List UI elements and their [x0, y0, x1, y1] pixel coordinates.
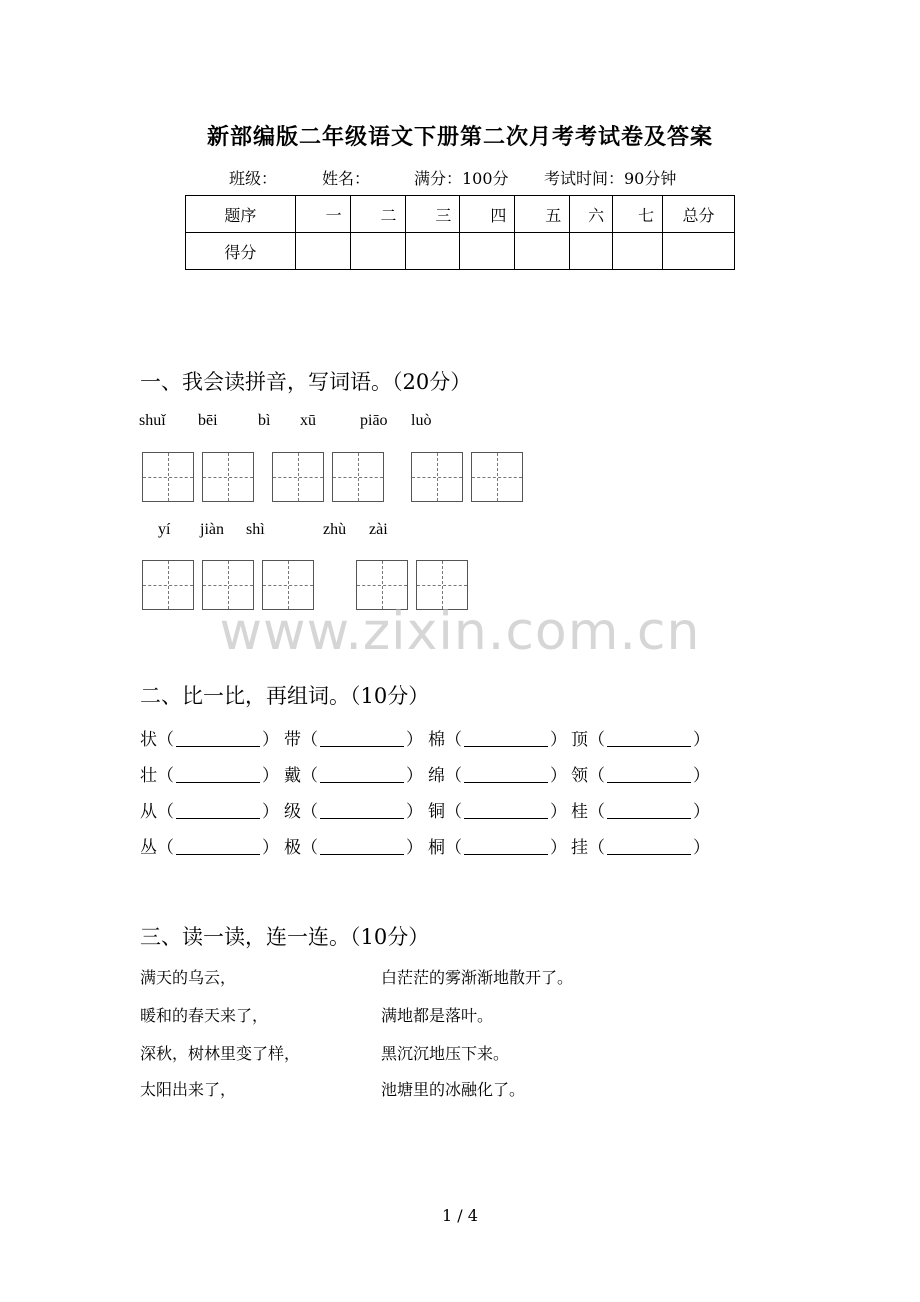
header-cell: 一 [295, 196, 350, 233]
answer-blank[interactable] [320, 838, 404, 855]
character: 戴 [284, 766, 301, 786]
character: 棉 [428, 730, 445, 750]
character: 领 [571, 766, 588, 786]
pinyin: shì [246, 521, 265, 538]
header-cell: 五 [515, 196, 570, 233]
word-pair-item: 棉（ ） [428, 730, 567, 750]
character: 从 [140, 802, 157, 822]
character: 绵 [428, 766, 445, 786]
section-2-title: 二、比一比，再组词。（10分） [140, 684, 430, 708]
writing-grid-box[interactable] [332, 452, 384, 502]
answer-blank[interactable] [464, 802, 548, 819]
header-cell: 四 [460, 196, 515, 233]
character: 极 [284, 838, 301, 858]
character: 状 [140, 730, 157, 750]
full-score: 满分：100分 [414, 169, 509, 188]
answer-blank[interactable] [607, 802, 691, 819]
character: 级 [284, 802, 301, 822]
match-right-item[interactable]: 满地都是落叶。 [381, 1006, 494, 1025]
answer-blank[interactable] [464, 838, 548, 855]
word-pair-item: 级（ ） [284, 802, 423, 822]
answer-blank[interactable] [607, 730, 691, 747]
word-pair-item: 挂（ ） [571, 838, 710, 858]
pinyin: luò [411, 412, 432, 429]
pinyin: zhù [323, 521, 347, 538]
score-cell[interactable] [515, 233, 570, 270]
page-title: 新部编版二年级语文下册第二次月考考试卷及答案 [206, 124, 713, 150]
word-pair-item: 极（ ） [284, 838, 423, 858]
word-pair-item: 领（ ） [571, 766, 710, 786]
pinyin: bì [258, 412, 271, 429]
header-cell: 总分 [663, 196, 735, 233]
match-right-item[interactable]: 池塘里的冰融化了。 [381, 1080, 526, 1099]
page-number: 1 / 4 [442, 1206, 478, 1225]
name-label: 姓名： [322, 169, 371, 188]
pinyin: piāo [360, 412, 388, 429]
character: 带 [284, 730, 301, 750]
answer-blank[interactable] [464, 730, 548, 747]
match-left-item[interactable]: 太阳出来了， [140, 1080, 237, 1099]
match-left-item[interactable]: 暖和的春天来了， [140, 1006, 269, 1025]
header-cell: 七 [613, 196, 663, 233]
answer-blank[interactable] [464, 766, 548, 783]
word-pair-item: 绵（ ） [428, 766, 567, 786]
character: 壮 [140, 766, 157, 786]
header-cell: 六 [570, 196, 613, 233]
score-cell[interactable] [570, 233, 613, 270]
answer-blank[interactable] [176, 730, 260, 747]
score-cell[interactable] [613, 233, 663, 270]
score-table [185, 195, 735, 270]
word-pair-item: 丛（ ） [140, 838, 279, 858]
word-pair-item: 桐（ ） [428, 838, 567, 858]
match-left-item[interactable]: 满天的乌云， [140, 968, 237, 987]
watermark: www.zixin.com.cn [219, 602, 701, 662]
answer-blank[interactable] [607, 838, 691, 855]
character: 桐 [428, 838, 445, 858]
answer-blank[interactable] [176, 838, 260, 855]
word-pair-item: 壮（ ） [140, 766, 279, 786]
match-right-item[interactable]: 白茫茫的雾渐渐地散开了。 [381, 968, 574, 987]
answer-blank[interactable] [607, 766, 691, 783]
pinyin: yí [158, 521, 171, 538]
section-1-title: 一、我会读拼音，写词语。（20分） [140, 370, 472, 394]
section-3-title: 三、读一读，连一连。（10分） [140, 925, 430, 949]
writing-grid-box[interactable] [202, 452, 254, 502]
word-pair-item: 戴（ ） [284, 766, 423, 786]
score-cell[interactable] [460, 233, 515, 270]
pinyin: jiàn [200, 521, 224, 538]
answer-blank[interactable] [176, 766, 260, 783]
answer-blank[interactable] [176, 802, 260, 819]
word-pair-item: 从（ ） [140, 802, 279, 822]
match-right-item[interactable]: 黑沉沉地压下来。 [381, 1044, 510, 1063]
pinyin: xū [300, 412, 316, 429]
pinyin: zài [369, 521, 388, 538]
score-cell[interactable] [350, 233, 405, 270]
answer-blank[interactable] [320, 802, 404, 819]
exam-time: 考试时间：90分钟 [544, 169, 677, 188]
answer-blank[interactable] [320, 730, 404, 747]
score-cell[interactable] [663, 233, 735, 270]
word-pair-item: 状（ ） [140, 730, 279, 750]
character: 桂 [571, 802, 588, 822]
character: 挂 [571, 838, 588, 858]
writing-grid-box[interactable] [272, 452, 324, 502]
word-pair-item: 带（ ） [284, 730, 423, 750]
header-cell: 三 [405, 196, 460, 233]
answer-blank[interactable] [320, 766, 404, 783]
character: 丛 [140, 838, 157, 858]
header-cell: 二 [350, 196, 405, 233]
match-left-item[interactable]: 深秋，树林里变了样， [140, 1044, 301, 1063]
word-pair-item: 铜（ ） [428, 802, 567, 822]
score-table-score-row [186, 233, 735, 270]
pinyin: bēi [198, 412, 218, 429]
writing-grid-box[interactable] [411, 452, 463, 502]
score-table-header-row [186, 196, 735, 233]
pinyin: shuǐ [139, 412, 166, 429]
writing-grid-box[interactable] [471, 452, 523, 502]
character: 铜 [428, 802, 445, 822]
writing-grid-box[interactable] [142, 452, 194, 502]
score-cell[interactable] [295, 233, 350, 270]
word-pair-item: 顶（ ） [571, 730, 710, 750]
score-row-label: 得分 [186, 233, 296, 270]
class-label: 班级： [229, 169, 278, 188]
word-pair-item: 桂（ ） [571, 802, 710, 822]
character: 顶 [571, 730, 588, 750]
score-cell[interactable] [405, 233, 460, 270]
header-cell: 题序 [186, 196, 296, 233]
